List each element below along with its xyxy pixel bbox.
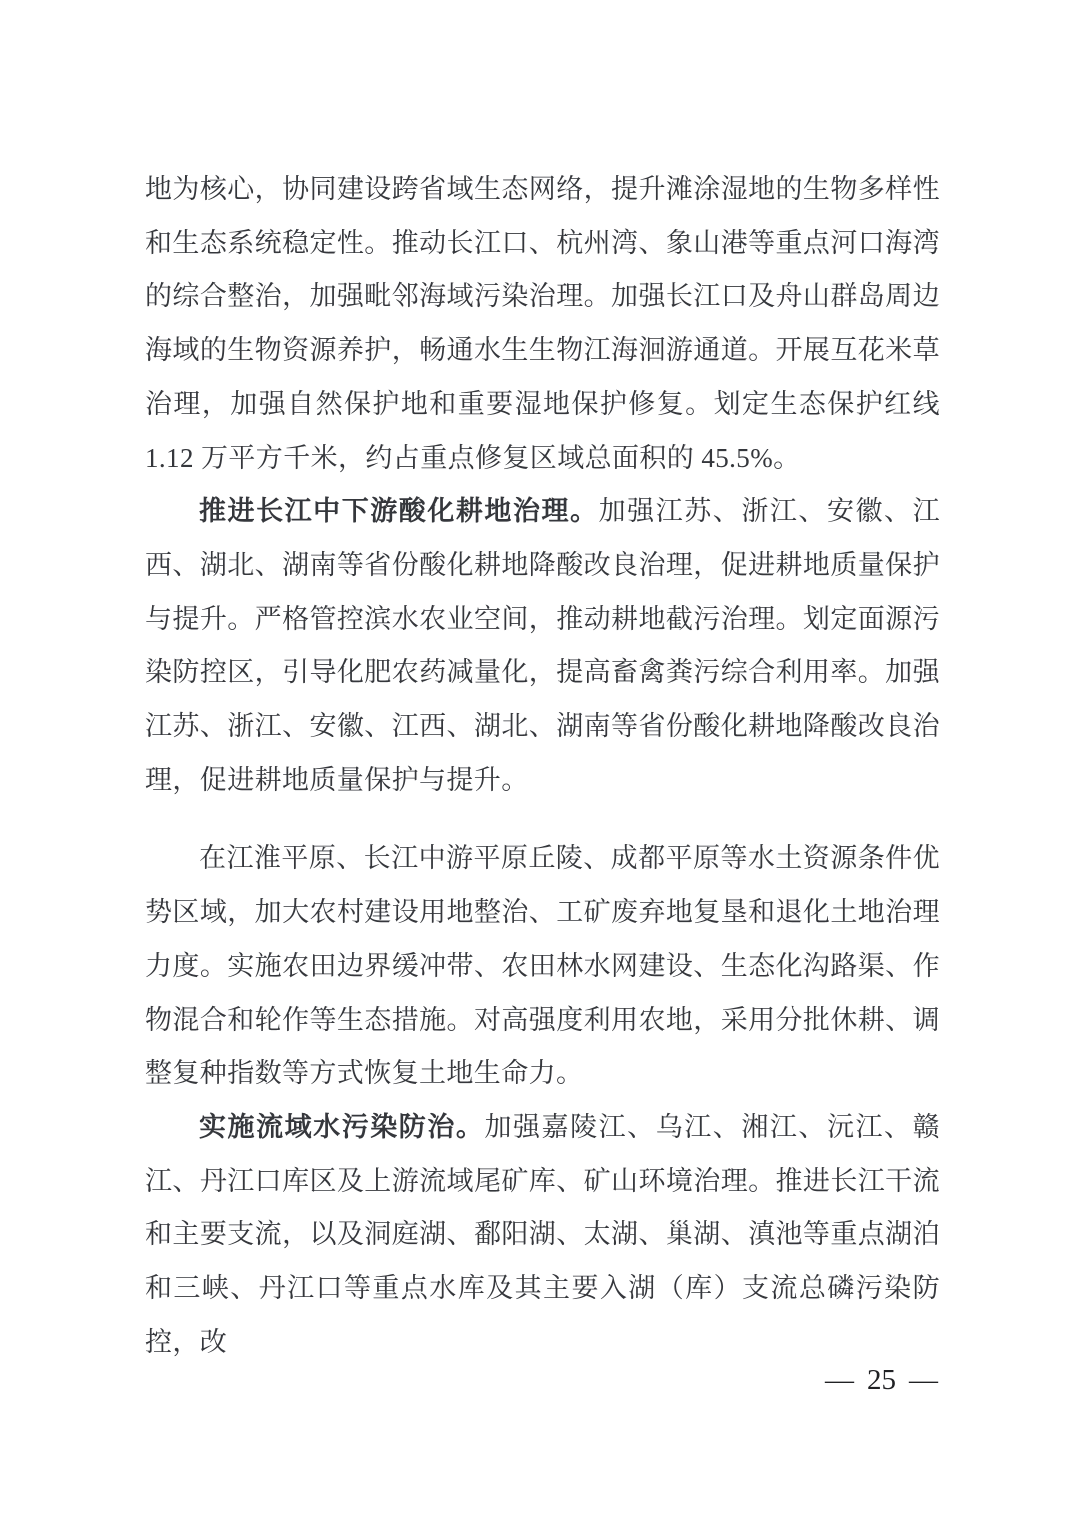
paragraph-text: 加强嘉陵江、乌江、湘江、沅江、赣江、丹江口库区及上游流域尾矿库、矿山环境治理。推进长江干流和主要支流，以及洞庭湖、鄱阳湖、太湖、巢湖、滇池等重点湖泊和三峡、丹江口等重点水库及其主要入湖（库）支流总磷污染防控，改: [145, 1111, 940, 1357]
paragraph-land-restoration: [145, 832, 940, 1101]
paragraph-text: 在江淮平原、长江中游平原丘陵、成都平原等水土资源条件优势区域，加大农村建设用地整治、工矿废弃地复垦和退化土地治理力度。实施农田边界缓冲带、农田林水网建设、生态化沟路渠、作物混合和轮作等生态措施。对高强度利用农地，采用分批休耕、调整复种指数等方式恢复土地生命力。: [145, 843, 940, 1089]
footer-dash-right: —: [909, 1364, 938, 1396]
page-footer: [825, 1363, 938, 1397]
paragraph-text: 加强江苏、浙江、安徽、江西、湖北、湖南等省份酸化耕地降酸改良治理，促进耕地质量保护与提升。严格管控滨水农业空间，推动耕地截污治理。划定面源污染防控区，引导化肥农药减量化，提高畜禽粪污综合利用率。加强江苏、浙江、安徽、江西、湖北、湖南等省份酸化耕地降酸改良治理，促进耕地质量保护与提升。: [145, 496, 940, 795]
paragraph-acidified-farmland: [145, 485, 940, 807]
document-body: [145, 163, 940, 1369]
page-number: 25: [867, 1364, 896, 1396]
paragraph-text: 地为核心，协同建设跨省域生态网络，提升滩涂湿地的生物多样性和生态系统稳定性。推动长江口、杭州湾、象山港等重点河口海湾的综合整治，加强毗邻海域污染治理。加强长江口及舟山群岛周边海域的生物资源养护，畅通水生生物江海洄游通道。开展互花米草治理，加强自然保护地和重要湿地保护修复。划定生态保护红线 1.12 万平方千米，约占重点修复区域总面积的 45.5%。: [145, 174, 940, 473]
paragraph-continuation: [145, 163, 940, 485]
footer-dash-left: —: [825, 1364, 854, 1396]
paragraph-bold-lead: 推进长江中下游酸化耕地治理。: [199, 496, 599, 527]
paragraph-bold-lead: 实施流域水污染防治。: [199, 1111, 485, 1142]
paragraph-water-pollution-control: [145, 1101, 940, 1370]
